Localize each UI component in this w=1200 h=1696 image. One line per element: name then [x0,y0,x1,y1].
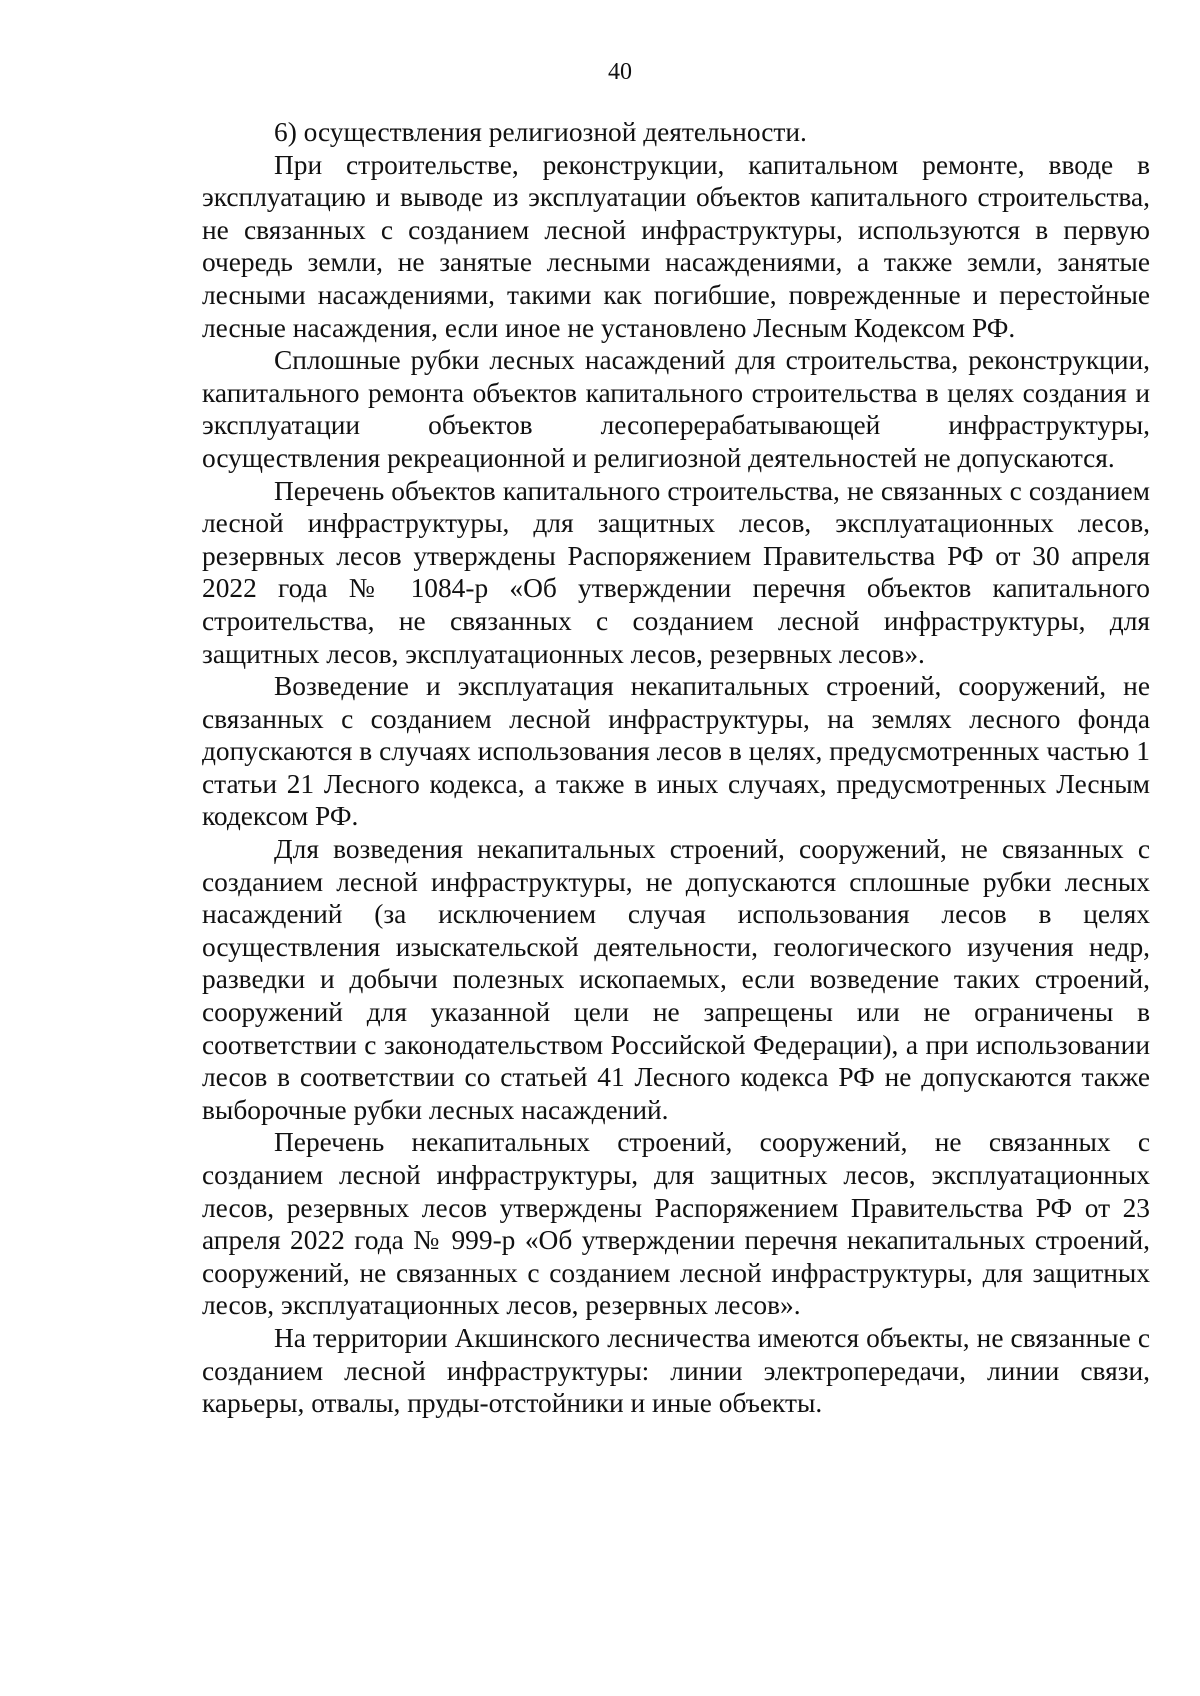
paragraph: Перечень объектов капитального строительства, не связанных с созданием лесной инфраструктуры, для защитных лесов, эксплуатационных лесов, резервных лесов утверждены Распоряжением Правительства РФ от 30 апреля 2022 года № 1084-р «Об утверждении перечня объектов капитального строительства, не связанных с созданием лесной инфраструктуры, для защитных лесов, эксплуатационных лесов, резервных лесов». [202,475,1150,669]
paragraph: Сплошные рубки лесных насаждений для строительства, реконструкции, капитального ремонта объектов капитального строительства в целях создания и эксплуатации объектов лесоперерабатывающей инфраструктуры, осуществления рекреационной и религиозной деятельностей не допускаются. [202,345,1150,473]
paragraph: При строительстве, реконструкции, капитальном ремонте, вводе в эксплуатацию и выводе из эксплуатации объектов капитального строительства, не связанных с созданием лесной инфраструктуры, используются в первую очередь земли, не занятые лесными насаждениями, а также земли, занятые лесными насаждениями, такими как погибшие, поврежденные и перестойные лесные насаждения, если иное не установлено Лесным Кодексом РФ. [202,149,1150,343]
page-number: 40 [608,59,632,85]
paragraph: Перечень некапитальных строений, сооружений, не связанных с созданием лесной инфраструктуры, для защитных лесов, эксплуатационных лесов, резервных лесов утверждены Распоряжением Правительства РФ от 23 апреля 2022 года № 999-р «Об утверждении перечня некапитальных строений, сооружений, не связанных с созданием лесной инфраструктуры, для защитных лесов, эксплуатационных лесов, резервных лесов». [202,1127,1150,1321]
document-body [202,116,1150,1420]
paragraph: На территории Акшинского лесничества имеются объекты, не связанные с созданием лесной инфраструктуры: линии электропередачи, линии связи, карьеры, отвалы, пруды-отстойники и иные объекты. [202,1322,1150,1419]
paragraph: 6) осуществления религиозной деятельности. [274,117,807,147]
paragraph: Для возведения некапитальных строений, сооружений, не связанных с созданием лесной инфраструктуры, не допускаются сплошные рубки лесных насаждений (за исключением случая использования лесов в целях осуществления изыскательской деятельности, геологического изучения недр, разведки и добычи полезных ископаемых, если возведение таких строений, сооружений для указанной цели не запрещены или не ограничены в соответствии с законодательством Российской Федерации), а при использовании лесов в соответствии со статьей 41 Лесного кодекса РФ не допускаются также выборочные рубки лесных насаждений. [202,834,1150,1125]
paragraph: Возведение и эксплуатация некапитальных строений, сооружений, не связанных с созданием лесной инфраструктуры, на землях лесного фонда допускаются в случаях использования лесов в целях, предусмотренных частью 1 статьи 21 Лесного кодекса, а также в иных случаях, предусмотренных Лесным кодексом РФ. [202,671,1150,832]
